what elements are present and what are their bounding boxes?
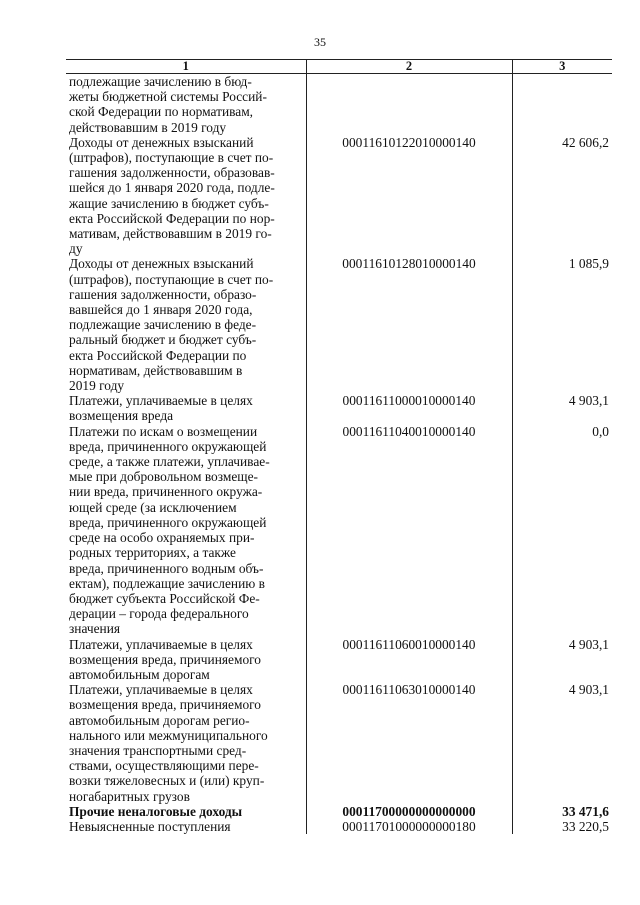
row-name-line: вавшейся до 1 января 2020 года, [69,302,253,318]
table-row [66,819,612,834]
row-name-line: автомобильным дорогам [69,666,210,682]
row-name-line: автомобильным дорогам регио- [69,712,250,728]
row-name-line: гашения задолженности, образо- [69,286,257,302]
row-name-line: вреда, причиненного водным объ- [69,560,264,576]
row-name-line: вреда, причиненного окружающей [69,438,267,454]
row-name-line: вреда, причиненного окружающей [69,514,267,530]
row-name-line: подлежащие зачислению в феде- [69,317,257,333]
row-name-line: Доходы от денежных взысканий [69,256,254,272]
header-col-3: 3 [512,60,612,74]
row-name-line: нального или межмуниципального [69,727,268,743]
row-name-line: ду [69,241,83,257]
row-name-line: ской Федерации по нормативам, [69,104,254,120]
row-value [512,74,612,135]
row-value: 33 220,5 [512,819,612,834]
row-name [66,135,306,257]
row-name-line: жеты бюджетной системы Россий- [69,89,267,105]
row-name-line: Платежи, уплачиваемые в целях [69,682,253,698]
row-code [306,74,512,135]
row-code: 00011611063010000140 [306,682,512,804]
row-name-line: возмещения вреда, причиняемого [69,651,261,667]
row-name [66,256,306,393]
row-name-line: значения транспортными сред- [69,742,247,758]
row-value: 4 903,1 [512,393,612,423]
row-name-line: Прочие неналоговые доходы [69,803,243,819]
row-name-line: Доходы от денежных взысканий [69,134,254,150]
table-row [66,74,612,135]
row-name-line: ральный бюджет и бюджет субъ- [69,332,257,348]
row-name-line: екта Российской Федерации по [69,347,247,363]
row-name-line: Платежи по искам о возмещении [69,423,258,439]
row-name-line: нормативам, действовавшим в [69,362,243,378]
row-name [66,74,306,135]
table-row [66,637,612,683]
row-name [66,682,306,804]
row-value: 1 085,9 [512,256,612,393]
row-name-line: возмещения вреда, причиняемого [69,697,261,713]
row-name [66,819,306,834]
row-value: 0,0 [512,424,612,637]
row-name-line: родных территориях, а также [69,545,236,561]
table-row [66,682,612,804]
row-name-line: бюджет субъекта Российской Фе- [69,590,260,606]
table-row [66,424,612,637]
row-name-line: мые при добровольном возмеще- [69,469,258,485]
row-name-line: ногабаритных грузов [69,788,190,804]
row-name-line: (штрафов), поступающие в счет по- [69,150,274,166]
row-name-line: 2019 году [69,378,125,394]
row-name [66,637,306,683]
row-value: 42 606,2 [512,135,612,257]
row-value: 4 903,1 [512,682,612,804]
row-value: 33 471,6 [512,804,612,819]
row-name-line: среде на особо охраняемых при- [69,530,255,546]
header-col-2: 2 [306,60,512,74]
table-row [66,804,612,819]
table-body [66,74,612,835]
row-name-line: нии вреда, причиненного окружа- [69,484,263,500]
table-row [66,135,612,257]
row-name-line: Платежи, уплачиваемые в целях [69,393,253,409]
row-name [66,804,306,819]
row-name-line: (штрафов), поступающие в счет по- [69,271,274,287]
row-code: 00011701000000000180 [306,819,512,834]
header-row [66,60,612,74]
table-header [66,60,612,74]
header-col-1: 1 [66,60,306,74]
row-code: 00011611000010000140 [306,393,512,423]
row-name [66,424,306,637]
row-code: 00011700000000000000 [306,804,512,819]
row-name-line: Платежи, уплачиваемые в целях [69,636,253,652]
row-name-line: возмещения вреда [69,408,174,424]
page-number: 35 [314,35,326,49]
row-name-line: ствами, осуществляющими пере- [69,758,259,774]
row-name-line: среде, а также платежи, уплачивае- [69,454,270,470]
row-name-line: подлежащие зачислению в бюд- [69,74,252,89]
row-name-line: гашения задолженности, образовав- [69,165,275,181]
row-name-line: дерации – города федерального [69,606,249,622]
row-name-line: ющей среде (за исключением [69,499,237,515]
row-name-line: жащие зачислению в бюджет субъ- [69,195,269,211]
row-name [66,393,306,423]
row-name-line: мативам, действовавшим в 2019 го- [69,226,272,242]
row-name-line: екта Российской Федерации по нор- [69,210,275,226]
row-code: 00011611060010000140 [306,637,512,683]
revenue-table [66,59,612,834]
row-code: 00011611040010000140 [306,424,512,637]
row-code: 00011610128010000140 [306,256,512,393]
row-value: 4 903,1 [512,637,612,683]
row-name-line: шейся до 1 января 2020 года, подле- [69,180,275,196]
row-name-line: действовавшим в 2019 году [69,119,227,135]
row-name-line: Невыясненные поступления [69,818,231,834]
row-name-line: ектам), подлежащие зачислению в [69,575,265,591]
table-row [66,256,612,393]
table-row [66,393,612,423]
row-name-line: значения [69,621,121,637]
row-code: 00011610122010000140 [306,135,512,257]
row-name-line: возки тяжеловесных и (или) круп- [69,773,265,789]
